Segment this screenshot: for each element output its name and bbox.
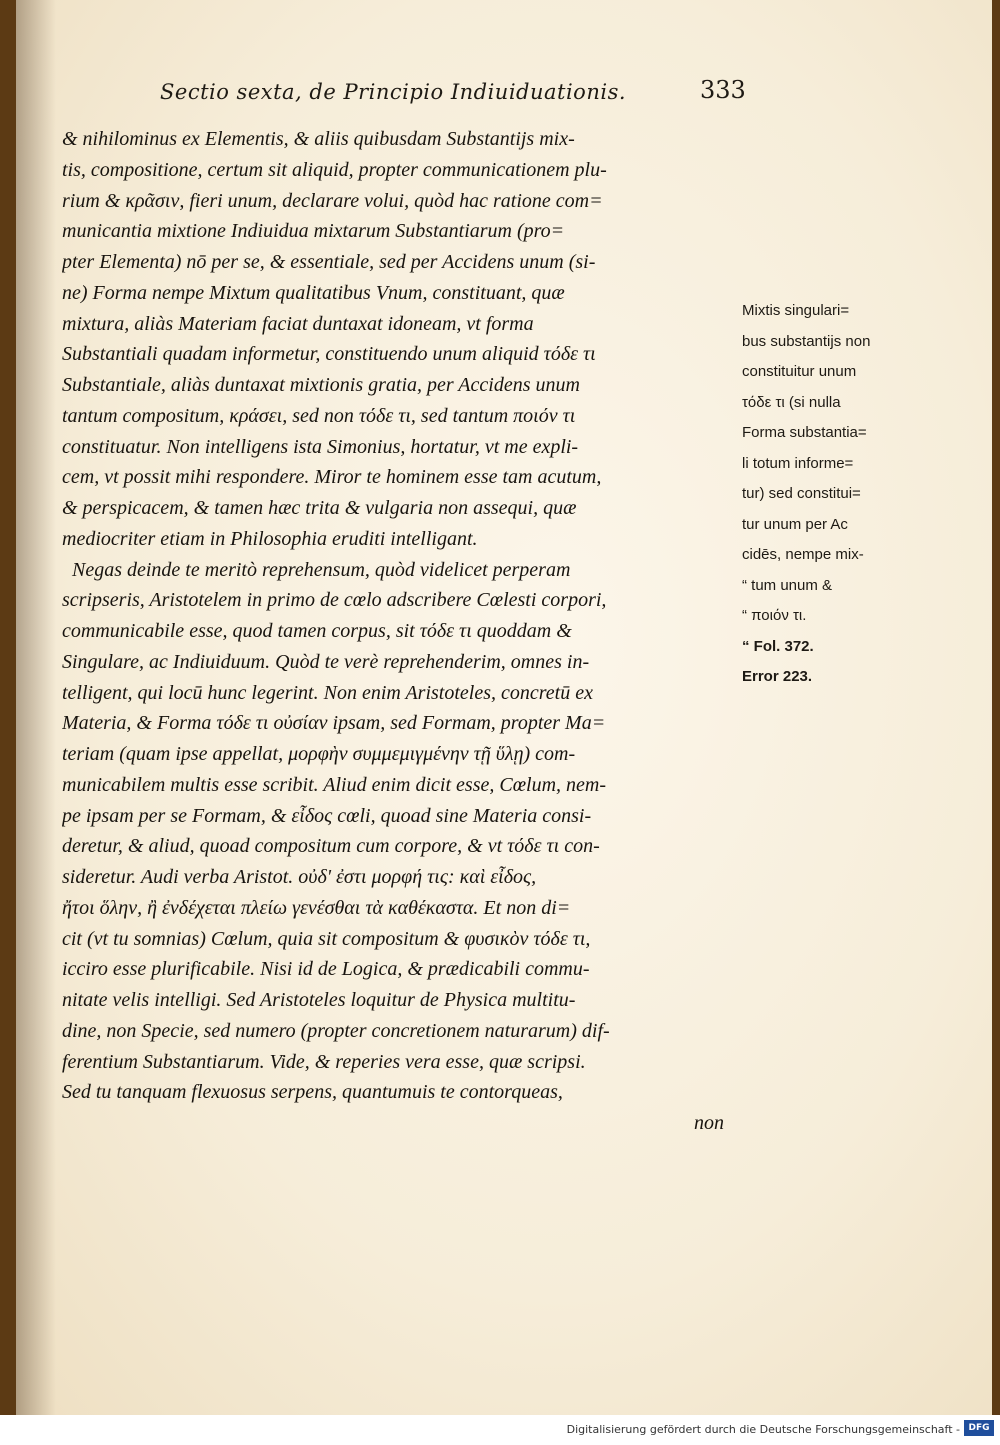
text-line: pe ipsam per se Formam, & εἶδος cœli, quoad sine Materia consi- xyxy=(62,804,592,827)
text-line: dine, non Specie, sed numero (propter concretionem naturarum) dif- xyxy=(62,1019,610,1042)
text-line: sideretur. Audi verba Aristot. οὐδ' ἐστι μορφή τις: καὶ εἶδος, xyxy=(62,866,537,888)
text-line: mediocriter etiam in Philosophia eruditi intelligant. xyxy=(62,527,478,550)
main-text-block xyxy=(62,124,730,1139)
text-line: Sed tu tanquam flexuosus serpens, quantumuis te contorqueas, xyxy=(62,1081,563,1104)
dfg-logo-icon: DFG xyxy=(964,1420,994,1436)
page-gutter-shadow xyxy=(16,0,56,1415)
text-line: Singulare, ac Indiuiduum. Quòd te verè reprehenderim, omnes in- xyxy=(62,650,590,673)
text-line: & perspicacem, & tamen hæc trita & vulgaria non assequi, quæ xyxy=(62,497,577,519)
margin-note-line: tur) sed constitui= xyxy=(742,485,861,502)
text-line: municantia mixtione Indiuidua mixtarum Substantiarum (pro= xyxy=(62,220,565,243)
text-line: municabilem multis esse scribit. Aliud enim dicit esse, Cœlum, nem- xyxy=(62,773,607,796)
margin-note-line: Mixtis singulari= xyxy=(742,302,850,319)
error-reference: Error 223. xyxy=(742,668,813,685)
text-line: & nihilominus ex Elementis, & aliis quibusdam Substantijs mix- xyxy=(62,128,575,150)
margin-note-line: cidēs, nempe mix- xyxy=(742,546,864,563)
text-line: nitate velis intelligi. Sed Aristoteles loquitur de Physica multitu- xyxy=(62,989,576,1011)
margin-note-line: li totum informe= xyxy=(742,454,854,472)
text-line: tantum compositum, κράσει, sed non τόδε τι, sed tantum ποιόν τι xyxy=(62,404,576,427)
text-line: cem, vt possit mihi respondere. Miror te hominem esse tam acutum, xyxy=(62,466,602,489)
page-number: 333 xyxy=(700,76,746,104)
marginal-notes xyxy=(742,296,917,693)
margin-note-line: bus substantijs non xyxy=(742,332,871,350)
page-header xyxy=(160,76,760,104)
text-line: communicabile esse, quod tamen corpus, sit τόδε τι quoddam & xyxy=(62,620,572,642)
folio-reference: “ Fol. 372. xyxy=(742,637,814,655)
text-line: icciro esse plurificabile. Nisi id de Logica, & prædicabili commu- xyxy=(62,958,590,981)
text-line: ἤτοι ὅλην, ἢ ἐνδέχεται πλείω γενέσθαι τὰ καθέκαστα. Et non di= xyxy=(62,896,571,919)
text-line: deretur, & aliud, quoad compositum cum corpore, & vt τόδε τι con- xyxy=(62,835,600,858)
text-line: cit (vt tu somnias) Cœlum, quia sit compositum & φυσικὸν τόδε τι, xyxy=(62,927,591,950)
text-line: ne) Forma nempe Mixtum qualitatibus Vnum, constituant, quæ xyxy=(62,281,565,304)
text-line: constituatur. Non intelligens ista Simonius, hortatur, vt me expli- xyxy=(62,435,579,458)
text-line: rium & κρᾶσιν, fieri unum, declarare volui, quòd hac ratione com= xyxy=(62,189,603,212)
catchword: non xyxy=(694,1112,724,1134)
text-line: ferentium Substantiarum. Vide, & reperies vera esse, quæ scripsi. xyxy=(62,1050,586,1073)
text-line: mixtura, aliàs Materiam faciat duntaxat idoneam, vt forma xyxy=(62,312,534,335)
text-line: Substantiali quadam informetur, constituendo unum aliquid τόδε τι xyxy=(62,343,596,366)
text-line: tis, compositione, certum sit aliquid, propter communicationem plu- xyxy=(62,158,607,181)
running-title: Sectio sexta, de Principio Indiuiduationis. xyxy=(160,80,627,104)
margin-note-line: τόδε τι (si nulla xyxy=(742,393,841,411)
text-line: teriam (quam ipse appellat, μορφὴν συμμεμιγμένην τῇ ὕλῃ) com- xyxy=(62,743,576,765)
text-line: scripseris, Aristotelem in primo de cœlo adscribere Cœlesti corpori, xyxy=(62,589,607,612)
margin-note-line: “ ποιόν τι. xyxy=(742,607,807,624)
margin-note-line: constituitur unum xyxy=(742,363,857,380)
dfg-credit-text: Digitalisierung gefördert durch die Deutsche Forschungsgemeinschaft - xyxy=(566,1423,960,1436)
text-line: Substantiale, aliàs duntaxat mixtionis gratia, per Accidens unum xyxy=(62,374,580,396)
text-line: Negas deinde te meritò reprehensum, quòd videlicet perperam xyxy=(72,558,571,581)
text-line: pter Elementa) nō per se, & essentiale, sed per Accidens unum (si- xyxy=(62,251,596,273)
text-line: Materia, & Forma τόδε τι οὐσίαν ipsam, sed Formam, propter Ma= xyxy=(62,712,606,735)
margin-note-line: “ tum unum & xyxy=(742,576,833,594)
text-line: telligent, qui locū hunc legerint. Non enim Aristoteles, concretū ex xyxy=(62,681,593,704)
margin-note-line: Forma substantia= xyxy=(742,424,867,441)
digitization-footer xyxy=(0,1415,1000,1445)
margin-note-line: tur unum per Ac xyxy=(742,515,848,533)
